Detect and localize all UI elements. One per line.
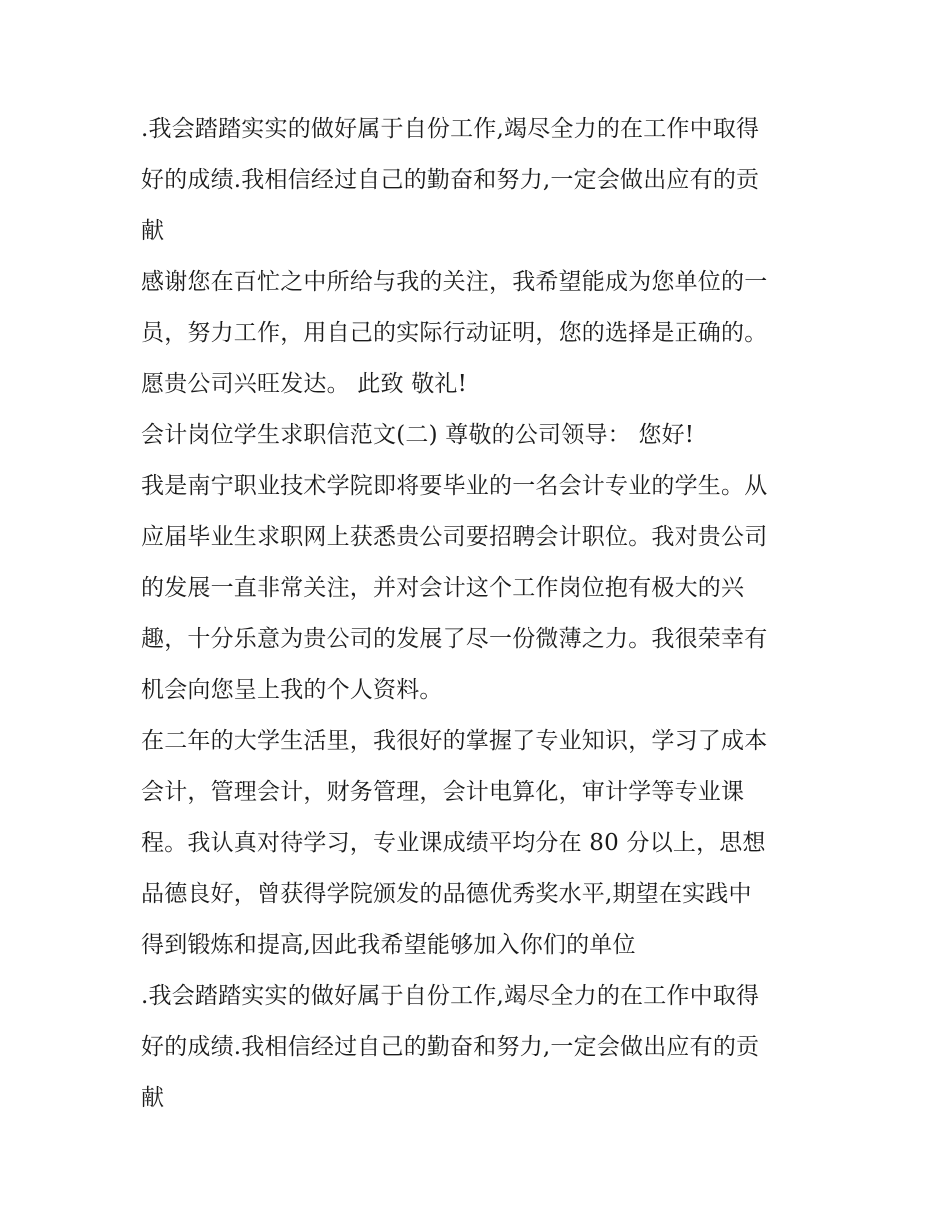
text-line: 趣，十分乐意为贵公司的发展了尽一份微薄之力。我很荣幸有	[141, 626, 768, 652]
text-line: 感谢您在百忙之中所给与我的关注，我希望能成为您单位的一	[141, 269, 768, 295]
heading-line: 会计岗位学生求职信范文(二) 尊敬的公司领导： 您好!	[141, 422, 695, 448]
text-line: .我会踏踏实实的做好属于自份工作,竭尽全力的在工作中取得	[141, 116, 760, 142]
text-line: 的发展一直非常关注，并对会计这个工作岗位抱有极大的兴	[141, 575, 745, 601]
text-line: 献	[141, 218, 165, 244]
text-line: 得到锻炼和提高,因此我希望能够加入你们的单位	[141, 932, 636, 958]
text-line: 程。我认真对待学习，专业课成绩平均分在 80 分以上，思想	[141, 830, 766, 856]
text-line: 员，努力工作，用自己的实际行动证明，您的选择是正确的。	[141, 320, 768, 346]
text-line: 应届毕业生求职网上获悉贵公司要招聘会计职位。我对贵公司	[141, 524, 768, 550]
text-line: 品德良好，曾获得学院颁发的品德优秀奖水平,期望在实践中	[141, 881, 752, 907]
text-line: 好的成绩.我相信经过自己的勤奋和努力,一定会做出应有的贡	[141, 1034, 760, 1060]
text-line: 会计，管理会计，财务管理，会计电算化，审计学等专业课	[141, 779, 745, 805]
text-line: 愿贵公司兴旺发达。 此致 敬礼!	[141, 371, 468, 397]
text-line: 献	[141, 1085, 165, 1111]
text-line: 我是南宁职业技术学院即将要毕业的一名会计专业的学生。从	[141, 473, 768, 499]
text-line: 好的成绩.我相信经过自己的勤奋和努力,一定会做出应有的贡	[141, 167, 760, 193]
text-line: 在二年的大学生活里，我很好的掌握了专业知识，学习了成本	[141, 728, 768, 754]
text-line: 机会向您呈上我的个人资料。	[141, 677, 443, 703]
text-line: .我会踏踏实实的做好属于自份工作,竭尽全力的在工作中取得	[141, 983, 760, 1009]
document-body	[141, 104, 821, 1124]
